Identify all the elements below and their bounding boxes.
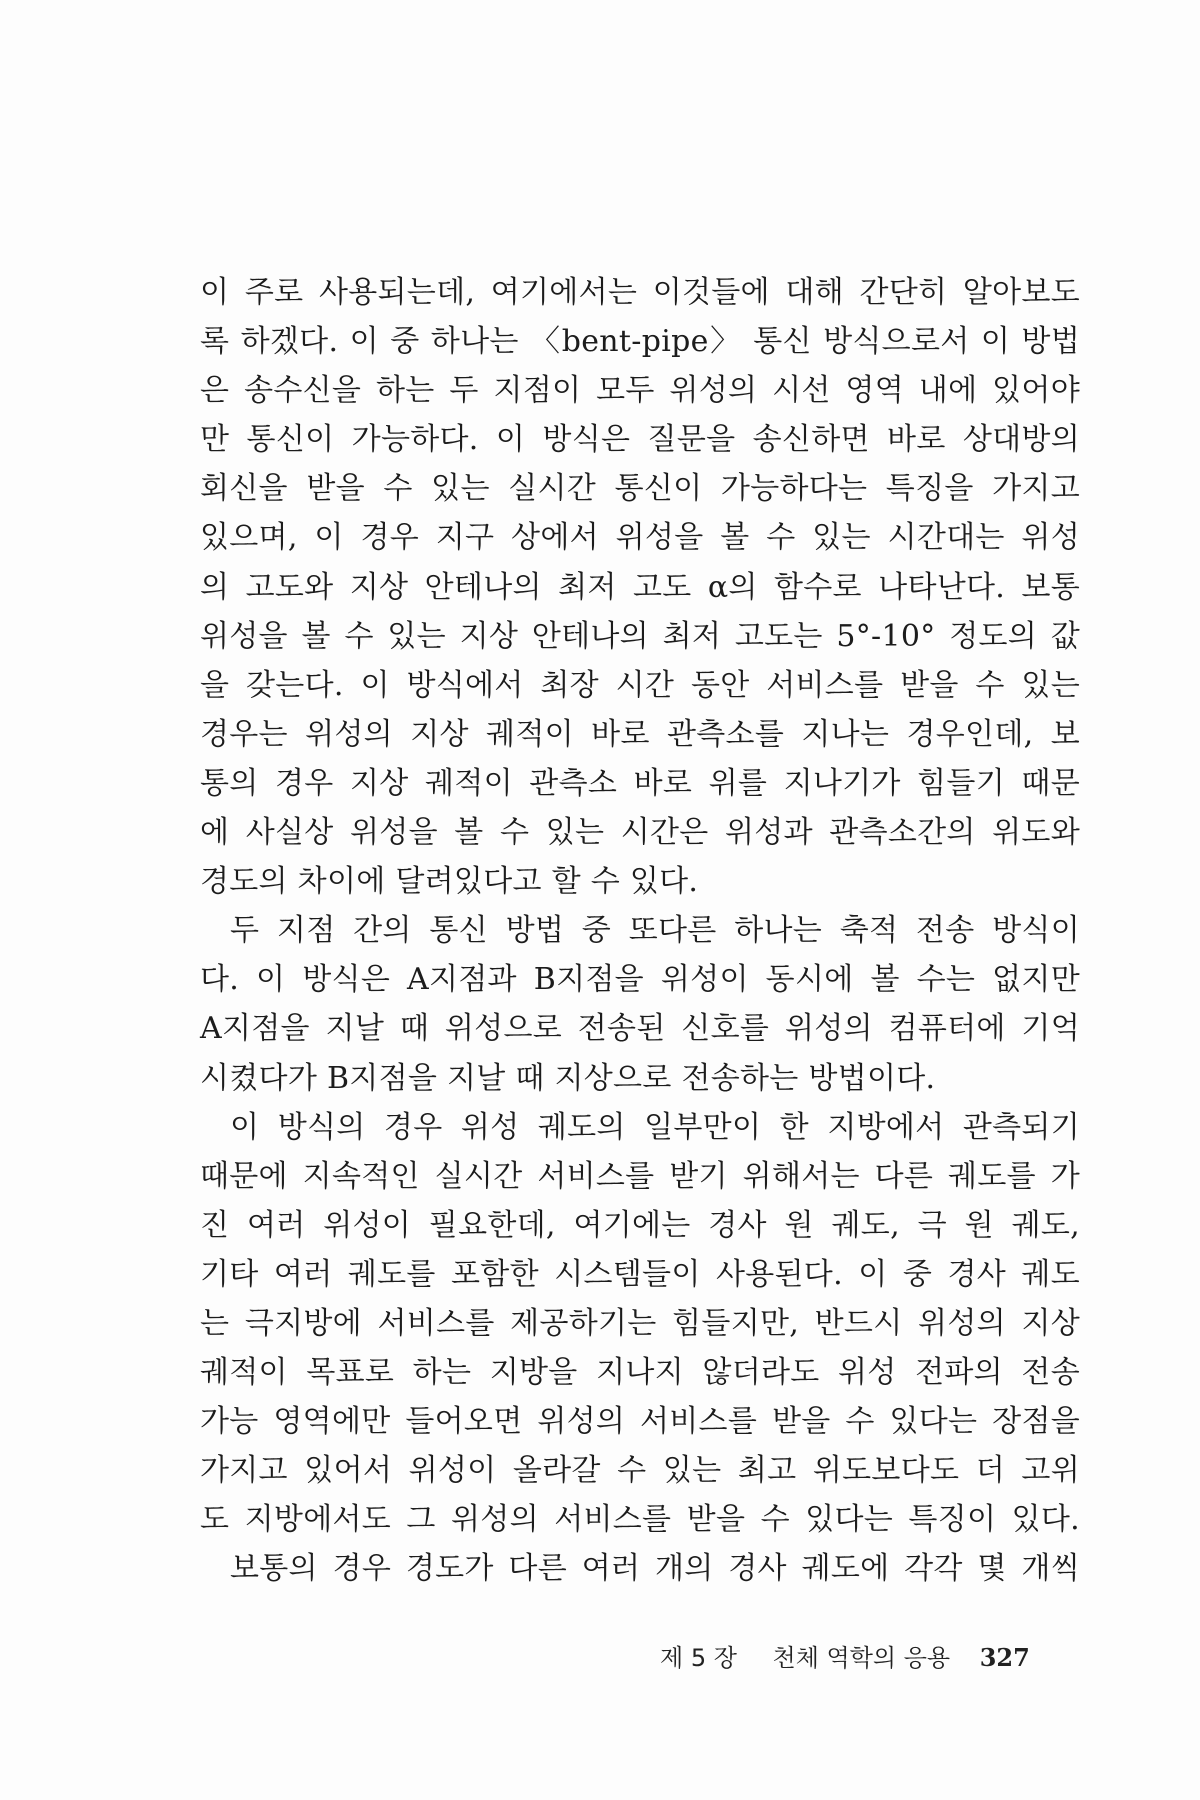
paragraph-1 (200, 268, 1080, 906)
text-line: 두 지점 간의 통신 방법 중 또다른 하나는 축적 전송 방식이 (230, 913, 1080, 949)
text-line: 있으며, 이 경우 지구 상에서 위성을 볼 수 있는 시간대는 위성 (200, 520, 1080, 556)
text-line: 경우는 위성의 지상 궤적이 바로 관측소를 지나는 경우인데, 보 (200, 716, 1080, 752)
text-line: 경도의 차이에 달려있다고 할 수 있다. (200, 864, 699, 900)
chapter-number: 제 5 장 (660, 1644, 737, 1672)
text-line: 통의 경우 지상 궤적이 관측소 바로 위를 지나기가 힘들기 때문 (200, 765, 1080, 801)
text-line: 가지고 있어서 위성이 올라갈 수 있는 최고 위도보다도 더 고위 (200, 1453, 1080, 1489)
text-line: 때문에 지속적인 실시간 서비스를 받기 위해서는 다른 궤도를 가 (200, 1158, 1080, 1194)
text-line: 의 고도와 지상 안테나의 최저 고도 α의 함수로 나타난다. 보통 (200, 569, 1080, 605)
text-line: 회신을 받을 수 있는 실시간 통신이 가능하다는 특징을 가지고 (200, 471, 1080, 507)
text-line: 기타 여러 궤도를 포함한 시스템들이 사용된다. 이 중 경사 궤도 (200, 1256, 1080, 1292)
text-line: 을 갖는다. 이 방식에서 최장 시간 동안 서비스를 받을 수 있는 (200, 667, 1080, 703)
text-line: 은 송수신을 하는 두 지점이 모두 위성의 시선 영역 내에 있어야 (200, 373, 1080, 409)
text-line: 는 극지방에 서비스를 제공하기는 힘들지만, 반드시 위성의 지상 (200, 1305, 1080, 1341)
text-line: 도 지방에서도 그 위성의 서비스를 받을 수 있다는 특징이 있다. (200, 1502, 1080, 1538)
paragraph-3 (200, 1103, 1080, 1545)
text-line: 위성을 볼 수 있는 지상 안테나의 최저 고도는 5°-10° 정도의 값 (200, 618, 1080, 654)
text-line: 시켰다가 B지점을 지날 때 지상으로 전송하는 방법이다. (200, 1060, 936, 1096)
text-line: 진 여러 위성이 필요한데, 여기에는 경사 원 궤도, 극 원 궤도, (200, 1207, 1080, 1243)
text-line: A지점을 지날 때 위성으로 전송된 신호를 위성의 컴퓨터에 기억 (200, 1011, 1080, 1047)
chapter-title: 천체 역학의 응용 (772, 1644, 951, 1672)
body-text (200, 268, 1080, 1594)
text-line: 이 주로 사용되는데, 여기에서는 이것들에 대해 간단히 알아보도 (200, 275, 1080, 310)
text-line: 만 통신이 가능하다. 이 방식은 질문을 송신하면 바로 상대방의 (200, 422, 1080, 458)
text-line: 궤적이 목표로 하는 지방을 지나지 않더라도 위성 전파의 전송 (200, 1355, 1080, 1391)
text-line: 록 하겠다. 이 중 하나는 〈bent-pipe〉 통신 방식으로서 이 방법 (200, 324, 1080, 360)
page-footer (660, 1638, 1030, 1673)
text-line: 보통의 경우 경도가 다른 여러 개의 경사 궤도에 각각 몇 개씩 (230, 1551, 1080, 1587)
page-number: 327 (979, 1643, 1030, 1672)
paragraph-4 (200, 1544, 1080, 1593)
text-line: 에 사실상 위성을 볼 수 있는 시간은 위성과 관측소간의 위도와 (200, 815, 1080, 851)
text-line: 가능 영역에만 들어오면 위성의 서비스를 받을 수 있다는 장점을 (200, 1404, 1080, 1440)
text-line: 다. 이 방식은 A지점과 B지점을 위성이 동시에 볼 수는 없지만 (200, 962, 1080, 998)
text-line: 이 방식의 경우 위성 궤도의 일부만이 한 지방에서 관측되기 (230, 1109, 1080, 1145)
paragraph-2 (200, 906, 1080, 1102)
